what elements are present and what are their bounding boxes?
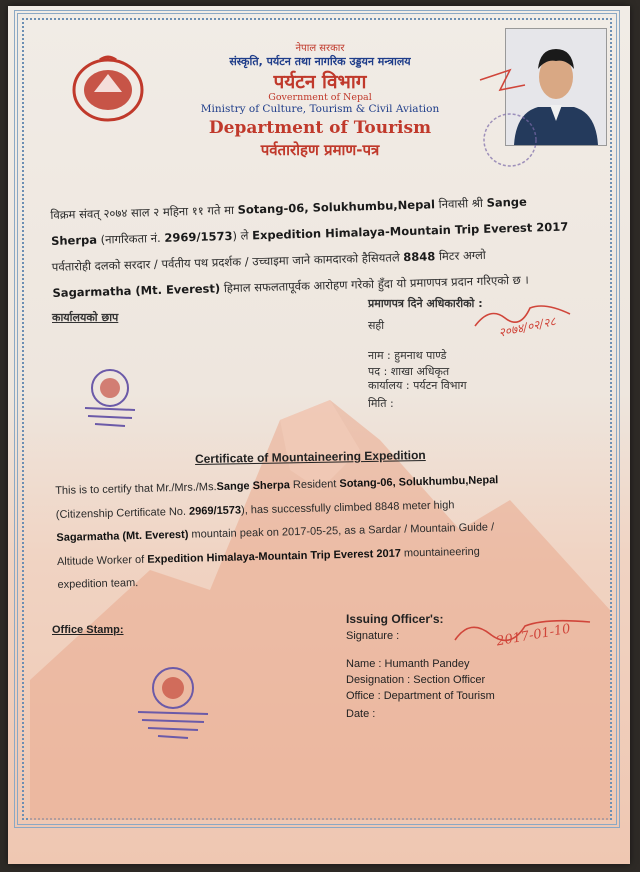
signature-np-mark bbox=[470, 296, 580, 336]
nepal-emblem-icon bbox=[70, 52, 146, 124]
nepali-certificate-text: विक्रम संवत् २०७४ साल २ महिना ११ गते मा Sotang-06, Solukhumbu,Nepal निवासी श्री Sange Sherpa (नागरिकता नं. 2969/1573) ले Expedition Himalaya-Mountain Trip Everest 2017 पर्वतारोही दलको सरदार / पर्वतीय पथ प्रदर्शक / उच्चाइमा जाने कामदारको हैसियतले 8848 मिटर अग्लो Sagarmatha (Mt. Everest) हिमाल सफलतापूर्वक आरोहण गरेको हुँदा यो प्रमाणपत्र प्रदान गरिएको छ । bbox=[50, 194, 569, 300]
english-certificate-text: This is to certify that Mr./Mrs./Ms.Sange Sherpa Resident Sotang-06, Solukhumbu,Nepal (Citizenship Certificate No. 2969/1573), has successfully climbed 8848 meter high Sagarmatha (Mt. Everest) mountain peak on 2017-05-25, as a Sardar / Mountain Guide / Altitude Worker of Expedition Himalaya-Mountain Trip Everest 2017 mountaineering expedition team. bbox=[55, 474, 499, 591]
department-np: पर्यटन विभाग bbox=[273, 71, 367, 93]
certificate-title-np: पर्वतारोहण प्रमाण-पत्र bbox=[260, 141, 380, 159]
mountain-watermark bbox=[30, 380, 610, 820]
ministry-np: संस्कृति, पर्यटन तथा नागरिक उड्डयन मन्त्रालय bbox=[229, 55, 411, 68]
office-stamp-label-np: कार्यालयको छाप bbox=[52, 311, 119, 324]
handwritten-date-np: २०७४/०२/२८ bbox=[497, 314, 557, 340]
office-seal-upper bbox=[70, 358, 150, 438]
government-en: Government of Nepal bbox=[268, 92, 372, 103]
department-en: Department of Tourism bbox=[208, 118, 432, 138]
name-np: नाम : हुमनाथ पाण्डे bbox=[368, 349, 447, 362]
office-stamp-label-en: Office Stamp: bbox=[52, 624, 124, 636]
photo-seal-stamp bbox=[470, 60, 540, 190]
certificate-title-en: Certificate of Mountaineering Expedition bbox=[194, 447, 426, 467]
designation-np: पद : शाखा अधिकृत bbox=[368, 365, 450, 378]
office-seal-lower bbox=[128, 660, 218, 750]
signature-label-np: सही bbox=[368, 319, 385, 332]
officer-office-en: Office : Department of Tourism bbox=[346, 690, 495, 702]
date-label-np: मिति : bbox=[368, 397, 394, 410]
issuing-officer-label-np: प्रमाणपत्र दिने अधिकारीको : bbox=[368, 297, 483, 310]
handwritten-date-en: 2017-01-10 bbox=[495, 621, 572, 650]
signature-label-en: Signature : bbox=[346, 630, 400, 642]
office-np: कार्यालय : पर्यटन विभाग bbox=[368, 379, 467, 392]
issuing-officer-label-en: Issuing Officer's: bbox=[346, 612, 444, 626]
ministry-en: Ministry of Culture, Tourism & Civil Aviation bbox=[200, 103, 440, 115]
nepal-govt-np: नेपाल सरकार bbox=[295, 43, 345, 54]
officer-designation-en: Designation : Section Officer bbox=[346, 674, 486, 686]
date-label-en: Date : bbox=[346, 708, 376, 720]
officer-name-en: Name : Humanth Pandey bbox=[346, 658, 470, 670]
